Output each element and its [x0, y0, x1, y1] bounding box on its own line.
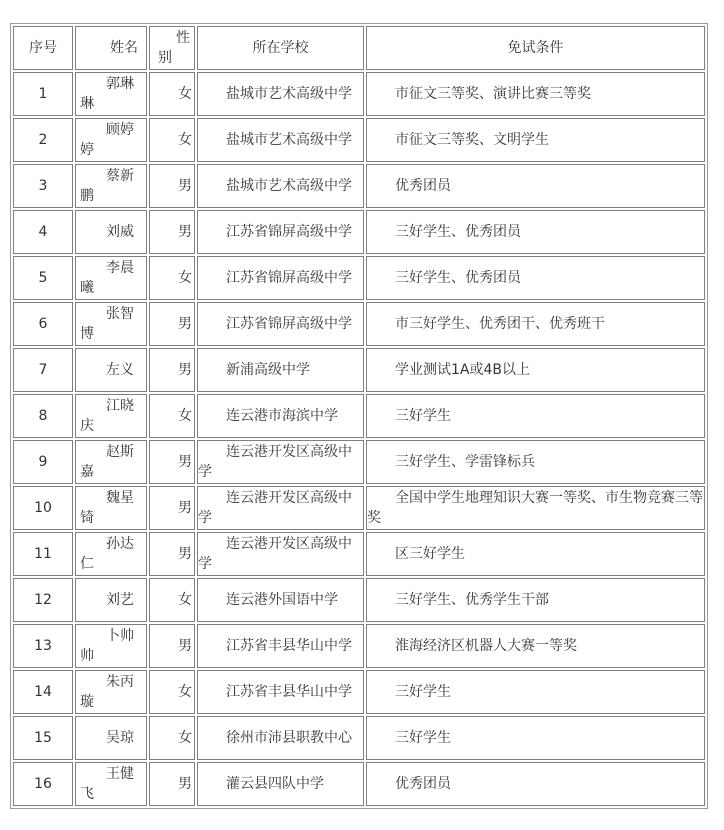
table-row: [13, 118, 705, 162]
row-name-line1: 魏星: [106, 490, 134, 506]
row-sex: 女: [149, 394, 195, 438]
row-school-text: 江苏省锦屏高级中学: [226, 316, 352, 332]
header-sex: [149, 26, 195, 70]
row-school-text: 江苏省锦屏高级中学: [226, 224, 352, 240]
row-condition: [366, 302, 705, 346]
row-condition-text: 三好学生、优秀团员: [395, 224, 521, 240]
row-school: [197, 670, 364, 714]
row-condition: [366, 762, 705, 806]
row-name-line1: 郭琳: [106, 76, 134, 92]
table-row: [13, 72, 705, 116]
row-name-line1: 左义: [106, 362, 134, 378]
row-sex: 男: [149, 624, 195, 668]
row-index: 8: [13, 394, 73, 438]
table-row: [13, 210, 705, 254]
table-row: [13, 624, 705, 668]
row-name-line1: 孙达: [106, 536, 134, 552]
header-name: 姓名: [75, 26, 147, 70]
table-row: [13, 578, 705, 622]
row-school-text: 江苏省丰县华山中学: [226, 684, 352, 700]
row-school: [197, 716, 364, 760]
row-index: 6: [13, 302, 73, 346]
row-school-text: 江苏省锦屏高级中学: [226, 270, 352, 286]
row-name-line2: 嘉: [80, 464, 94, 480]
table-row: [13, 762, 705, 806]
row-name-line2: 曦: [80, 280, 94, 296]
row-name: [75, 302, 147, 346]
row-name-line2: 飞: [80, 786, 94, 802]
row-index: 1: [13, 72, 73, 116]
row-name-line2: 仁: [80, 556, 94, 572]
table-row: [13, 486, 705, 530]
row-school: [197, 762, 364, 806]
row-name-line2: 璇: [80, 694, 94, 710]
row-school-text: 盐城市艺术高级中学: [226, 178, 352, 194]
row-index: 15: [13, 716, 73, 760]
row-name: [75, 532, 147, 576]
table-row: [13, 716, 705, 760]
row-school-text: 徐州市沛县职教中心: [226, 730, 352, 746]
row-sex: 男: [149, 164, 195, 208]
row-sex: 女: [149, 118, 195, 162]
row-condition: [366, 118, 705, 162]
row-index: 12: [13, 578, 73, 622]
row-condition: [366, 624, 705, 668]
row-condition: [366, 578, 705, 622]
row-school: [197, 348, 364, 392]
row-school-text: 新浦高级中学: [226, 362, 310, 378]
table-row: [13, 670, 705, 714]
row-condition: [366, 486, 705, 530]
row-name-line1: 刘艺: [106, 592, 134, 608]
row-school-text: 连云港外国语中学: [226, 592, 338, 608]
row-sex: 男: [149, 532, 195, 576]
row-sex: 男: [149, 440, 195, 484]
row-condition: [366, 394, 705, 438]
row-condition-text: 三好学生: [395, 684, 451, 700]
row-index: 2: [13, 118, 73, 162]
row-condition: [366, 256, 705, 300]
row-name-line1: 卜帅: [106, 628, 134, 644]
row-school: [197, 624, 364, 668]
row-condition-text: 市三好学生、优秀团干、优秀班干: [395, 316, 605, 332]
row-name-line1: 王健: [106, 766, 134, 782]
row-name: [75, 72, 147, 116]
row-name: [75, 164, 147, 208]
row-condition: [366, 440, 705, 484]
row-sex: 女: [149, 72, 195, 116]
row-name-line2: 庆: [80, 418, 94, 434]
row-condition-text: 市征文三等奖、文明学生: [395, 132, 549, 148]
row-condition-text: 市征文三等奖、演讲比赛三等奖: [395, 86, 591, 102]
row-sex: 男: [149, 486, 195, 530]
row-sex: 女: [149, 716, 195, 760]
row-condition-text: 优秀团员: [395, 178, 451, 194]
row-index: 11: [13, 532, 73, 576]
row-school: [197, 302, 364, 346]
row-name-line1: 江晓: [106, 398, 134, 414]
row-condition: [366, 164, 705, 208]
row-condition-text: 三好学生: [395, 730, 451, 746]
row-condition-text: 三好学生、优秀学生干部: [395, 592, 549, 608]
table-row: [13, 394, 705, 438]
row-school-text: 盐城市艺术高级中学: [226, 86, 352, 102]
row-school: [197, 72, 364, 116]
row-school-text: 灌云县四队中学: [226, 776, 324, 792]
row-name-line1: 李晨: [106, 260, 134, 276]
row-condition-text: 全国中学生地理知识大赛一等奖、市生物竞赛三等奖: [367, 490, 703, 526]
row-name: [75, 440, 147, 484]
row-sex: 女: [149, 670, 195, 714]
row-school: [197, 164, 364, 208]
row-name-line1: 张智: [106, 306, 134, 322]
row-school-text: 连云港开发区高级中学: [198, 490, 352, 526]
row-name: [75, 210, 147, 254]
row-name-line2: 婷: [80, 142, 94, 158]
header-condition: 免试条件: [366, 26, 705, 70]
row-sex: 男: [149, 302, 195, 346]
header-row: [13, 26, 705, 70]
row-school: [197, 118, 364, 162]
exemption-table: [10, 23, 708, 809]
row-sex: 男: [149, 210, 195, 254]
row-condition-text: 优秀团员: [395, 776, 451, 792]
row-school: [197, 394, 364, 438]
row-name: [75, 762, 147, 806]
row-condition-text: 区三好学生: [395, 546, 465, 562]
row-name: [75, 716, 147, 760]
row-condition: [366, 348, 705, 392]
row-name-line2: 鹏: [80, 188, 94, 204]
row-school-text: 连云港开发区高级中学: [198, 444, 352, 480]
row-name: [75, 486, 147, 530]
row-condition-text: 三好学生: [395, 408, 451, 424]
row-school-text: 连云港开发区高级中学: [198, 536, 352, 572]
row-condition: [366, 532, 705, 576]
table-row: [13, 164, 705, 208]
row-sex: 女: [149, 578, 195, 622]
row-name-line1: 蔡新: [106, 168, 134, 184]
row-condition-text: 淮海经济区机器人大赛一等奖: [395, 638, 577, 654]
row-condition: [366, 670, 705, 714]
row-name: [75, 624, 147, 668]
row-name: [75, 578, 147, 622]
row-name: [75, 348, 147, 392]
table-row: [13, 532, 705, 576]
header-index: 序号: [13, 26, 73, 70]
row-name-line2: 博: [80, 326, 94, 342]
row-name-line1: 赵斯: [106, 444, 134, 460]
row-name: [75, 118, 147, 162]
row-index: 4: [13, 210, 73, 254]
row-name-line2: 琳: [80, 96, 94, 112]
row-index: 16: [13, 762, 73, 806]
row-school: [197, 256, 364, 300]
row-school: [197, 532, 364, 576]
row-sex: 男: [149, 348, 195, 392]
row-school-text: 江苏省丰县华山中学: [226, 638, 352, 654]
row-condition: [366, 72, 705, 116]
row-school: [197, 578, 364, 622]
row-name: [75, 394, 147, 438]
row-name: [75, 670, 147, 714]
row-school: [197, 210, 364, 254]
table-row: [13, 348, 705, 392]
row-sex: 男: [149, 762, 195, 806]
row-index: 5: [13, 256, 73, 300]
row-condition-text: 三好学生、学雷锋标兵: [395, 454, 535, 470]
row-name-line2: 锜: [80, 510, 94, 526]
row-name: [75, 256, 147, 300]
row-name-line2: 帅: [80, 648, 94, 664]
row-name-line1: 吴琼: [106, 730, 134, 746]
row-index: 10: [13, 486, 73, 530]
row-school: [197, 486, 364, 530]
header-sex-line1: 性: [176, 30, 190, 46]
header-school: 所在学校: [197, 26, 364, 70]
row-name-line1: 刘威: [106, 224, 134, 240]
table-row: [13, 440, 705, 484]
table-row: [13, 256, 705, 300]
row-index: 7: [13, 348, 73, 392]
row-name-line1: 顾婷: [106, 122, 134, 138]
row-index: 14: [13, 670, 73, 714]
table-row: [13, 302, 705, 346]
row-sex: 女: [149, 256, 195, 300]
row-index: 13: [13, 624, 73, 668]
row-condition-text: 学业测试1A或4B以上: [395, 362, 530, 378]
row-index: 9: [13, 440, 73, 484]
row-condition: [366, 716, 705, 760]
row-school: [197, 440, 364, 484]
row-school-text: 连云港市海滨中学: [226, 408, 338, 424]
row-condition-text: 三好学生、优秀团员: [395, 270, 521, 286]
row-name-line1: 朱丙: [106, 674, 134, 690]
row-index: 3: [13, 164, 73, 208]
row-condition: [366, 210, 705, 254]
row-school-text: 盐城市艺术高级中学: [226, 132, 352, 148]
header-sex-line2: 别: [158, 50, 172, 66]
